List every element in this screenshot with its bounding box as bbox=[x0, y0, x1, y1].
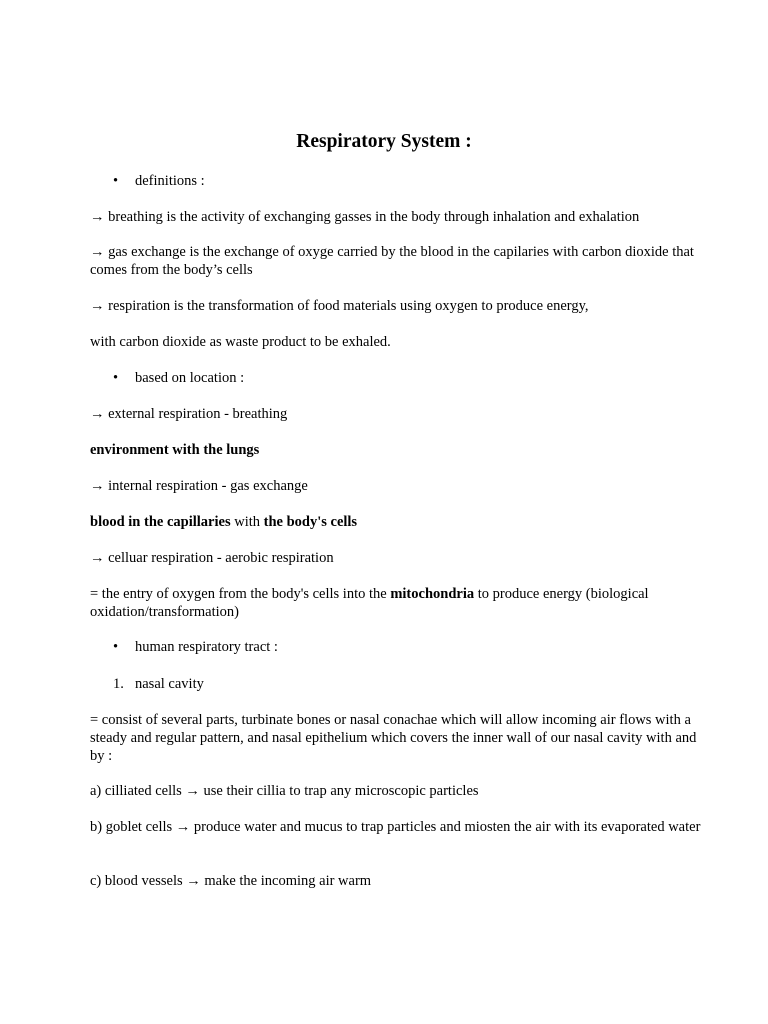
item-cilliated-cells: a) cilliated cells → use their cillia to trap any microscopic particles bbox=[90, 783, 479, 799]
bullet-location: based on location : bbox=[135, 370, 245, 386]
external-respiration: → external respiration - breathing bbox=[90, 406, 288, 422]
page-title: Respiratory System : bbox=[296, 131, 472, 152]
bullet-tract: human respiratory tract : bbox=[135, 639, 278, 655]
internal-respiration: → internal respiration - gas exchange bbox=[90, 478, 308, 494]
item-goblet-cells: b) goblet cells → produce water and mucus to trap particles and miosten the air with its evaporated water bbox=[90, 819, 701, 835]
numbered-item-nasal-cavity: nasal cavity bbox=[135, 676, 204, 692]
definition-respiration-continued: with carbon dioxide as waste product to be exhaled. bbox=[90, 334, 391, 350]
bullet-location-marker: • bbox=[113, 370, 119, 386]
oxygen-entry-line: = the entry of oxygen from the body's cells into the mitochondria to produce energy (biological oxidation/transformation) bbox=[90, 586, 649, 620]
bullet-definitions: definitions : bbox=[135, 173, 205, 189]
nasal-cavity-description: = consist of several parts, turbinate bones or nasal conachae which will allow incoming air flows with a steady and regular pattern, and nasal epithelium which covers the inner wall of our nasal cavity with and by : bbox=[90, 712, 697, 764]
item-blood-vessels: c) blood vessels → make the incoming air warm bbox=[90, 873, 372, 889]
environment-lungs: environment with the lungs bbox=[90, 442, 260, 458]
blood-capillaries-line: blood in the capillaries with the body's cells bbox=[90, 514, 358, 530]
bullet-tract-marker: • bbox=[113, 639, 119, 655]
cellular-respiration: → celluar respiration - aerobic respiration bbox=[90, 550, 334, 566]
definition-gas-exchange: → gas exchange is the exchange of oxyge carried by the blood in the capilaries with carbon dioxide that comes from the body’s cells bbox=[90, 244, 694, 278]
bullet-definitions-marker: • bbox=[113, 173, 119, 189]
definition-respiration: → respiration is the transformation of food materials using oxygen to produce energy, bbox=[90, 298, 589, 314]
definition-breathing: → breathing is the activity of exchanging gasses in the body through inhalation and exhalation bbox=[90, 209, 640, 225]
numbered-item-marker: 1. bbox=[113, 676, 124, 692]
